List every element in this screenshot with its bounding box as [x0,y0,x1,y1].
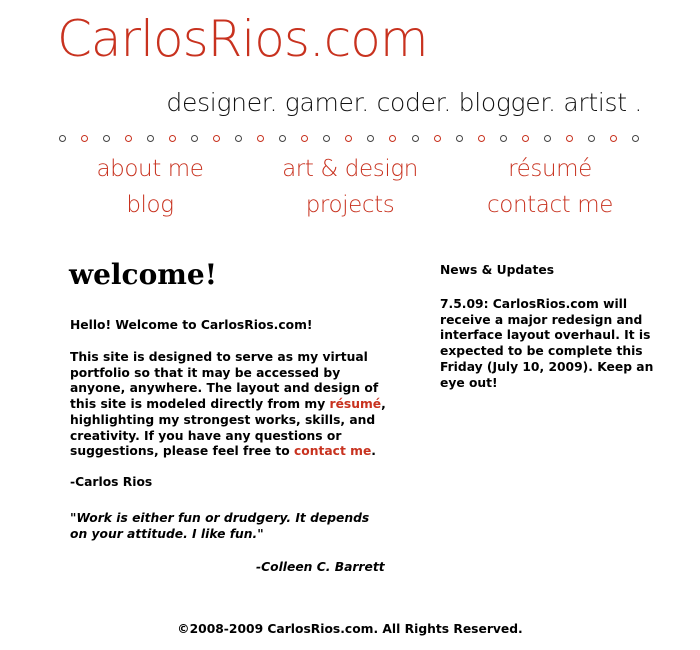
site-logo[interactable]: CarlosRios.com [57,10,428,68]
divider-dot [434,135,441,142]
nav-link-projects[interactable]: projects [305,192,395,218]
divider-dot [522,135,529,142]
nav-link-contact-me[interactable]: contact me [487,192,613,218]
divider-dot [478,135,485,142]
divider-dot [147,135,154,142]
signature: -Carlos Rios [70,475,153,489]
news-heading: News & Updates [440,263,555,277]
nav-link-about-me[interactable]: about me [96,156,204,182]
divider-dot [544,135,551,142]
news-item: 7.5.09: CarlosRios.com will receive a major redesign and interface layout overhaul. It is expected to be complete this Friday (July 10, 2009). Keep an eye out! [440,297,654,390]
nav-link-resume[interactable]: résumé [508,156,592,182]
divider-dot [389,135,396,142]
divider-dot [412,135,419,142]
divider-dot [235,135,242,142]
divider-dot [345,135,352,142]
intro-text: . [371,444,376,459]
site-tagline: designer. gamer. coder. blogger. artist . [166,88,642,117]
divider-dot [103,135,110,142]
quote-author: -Colleen C. Barrett [256,560,385,574]
resume-link[interactable]: résumé [329,397,382,412]
decorative-dot-divider [59,133,639,143]
divider-dot [213,135,220,142]
footer-copyright: ©2008-2009 CarlosRios.com. All Rights Reserved. [177,622,523,636]
divider-dot [301,135,308,142]
divider-dot [500,135,507,142]
divider-dot [456,135,463,142]
divider-dot [323,135,330,142]
nav-link-art-design[interactable]: art & design [282,156,418,182]
quote-text: "Work is either fun or drudgery. It depends on your attitude. I like fun." [70,511,370,541]
divider-dot [59,135,66,142]
divider-dot [169,135,176,142]
divider-dot [125,135,132,142]
divider-dot [632,135,639,142]
divider-dot [81,135,88,142]
intro-text: This site is designed to serve as my virtual portfolio so that it may be accessed by anyone, anywhere. The layout and design of this site is modeled directly from my [70,350,379,412]
page-title: welcome! [69,258,218,291]
intro-text: , highlighting my strongest works, skills, and creativity. If you have any questions or suggestions, please feel free to [70,397,386,459]
intro-paragraph [70,350,390,460]
divider-dot [566,135,573,142]
divider-dot [367,135,374,142]
contact-link[interactable]: contact me [294,444,372,459]
welcome-greeting: Hello! Welcome to CarlosRios.com! [70,318,313,332]
nav-link-blog[interactable]: blog [126,192,174,218]
divider-dot [191,135,198,142]
divider-dot [279,135,286,142]
divider-dot [257,135,264,142]
divider-dot [610,135,617,142]
divider-dot [588,135,595,142]
